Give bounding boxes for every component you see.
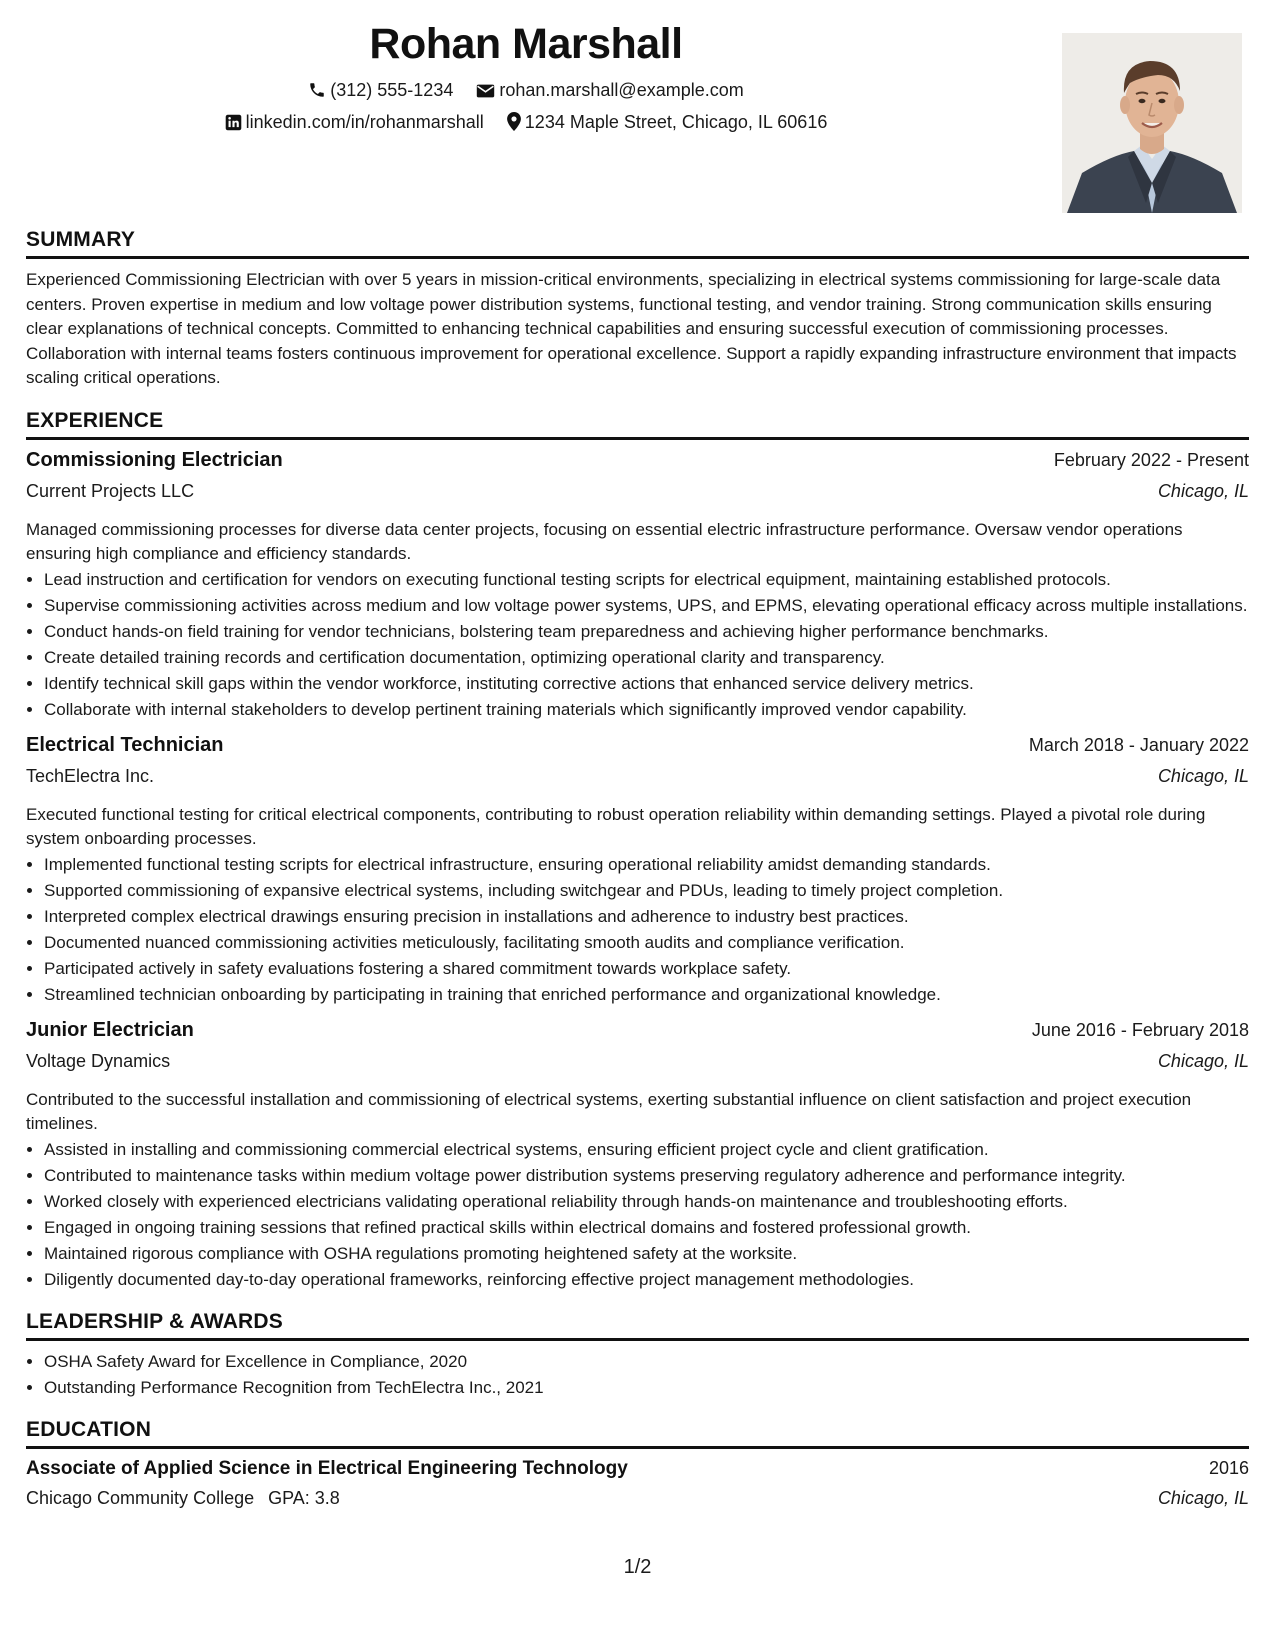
job-title-row — [26, 734, 1249, 766]
job-company-row — [26, 1051, 1249, 1084]
email-contact[interactable] — [476, 80, 743, 104]
job-dates: February 2022 - Present — [1053, 449, 1249, 470]
job-dates: March 2018 - January 2022 — [1028, 734, 1249, 755]
experience-heading: EXPERIENCE — [26, 409, 1249, 440]
list-item: • Create detailed training records and certification documentation, optimizing operational clarity and transparency. — [44, 646, 1249, 670]
linkedin-contact[interactable] — [225, 112, 484, 136]
awards-heading: LEADERSHIP & AWARDS — [26, 1310, 1249, 1341]
list-item: • Documented nuanced commissioning activities meticulously, facilitating smooth audits and compliance verification. — [44, 931, 1249, 955]
job-description: Contributed to the successful installation and commissioning of electrical systems, exerting substantial influence on client satisfaction and project execution timelines. — [26, 1089, 1192, 1133]
education-degree-row — [26, 1458, 1249, 1488]
job-title: Electrical Technician — [26, 733, 224, 756]
list-item: • Outstanding Performance Recognition from TechElectra Inc., 2021 — [44, 1376, 1249, 1400]
job-title: Junior Electrician — [26, 1018, 194, 1041]
contact-line-2 — [26, 112, 1026, 136]
list-item: • Implemented functional testing scripts for electrical infrastructure, ensuring operational reliability amidst demanding standards. — [44, 853, 1249, 877]
education-heading: EDUCATION — [26, 1418, 1249, 1449]
job-title-row — [26, 1019, 1249, 1051]
awards-section — [26, 1310, 1249, 1400]
job-company: Current Projects LLC — [26, 480, 195, 501]
gpa: GPA: 3.8 — [268, 1487, 340, 1508]
email-address[interactable]: rohan.marshall@example.com — [499, 80, 744, 100]
list-item: • Collaborate with internal stakeholders to develop pertinent training materials which significantly improved vendor capability. — [44, 698, 1249, 722]
job-bullets — [26, 568, 1249, 722]
job-dates: June 2016 - February 2018 — [1031, 1019, 1249, 1040]
envelope-icon — [476, 83, 495, 104]
list-item: • Identify technical skill gaps within the vendor workforce, instituting corrective actions that enhanced service delivery metrics. — [44, 672, 1249, 696]
contact-line-1 — [26, 80, 1026, 104]
list-item: • Contributed to maintenance tasks within medium voltage power distribution systems preserving regulatory adherence and performance integrity. — [44, 1164, 1249, 1188]
list-item: • Engaged in ongoing training sessions that refined practical skills within electrical domains and fostered professional growth. — [44, 1216, 1249, 1240]
list-item: • Worked closely with experienced electricians validating operational reliability through hands-on maintenance and troubleshooting efforts. — [44, 1190, 1249, 1214]
school-info — [26, 1488, 340, 1509]
address-contact — [507, 112, 828, 136]
list-item: • OSHA Safety Award for Excellence in Compliance, 2020 — [44, 1350, 1249, 1374]
job-title: Commissioning Electrician — [26, 448, 283, 471]
job-description: Executed functional testing for critical electrical components, contributing to robust operation reliability within demanding settings. Played a pivotal role during system onboarding processes. — [26, 804, 1206, 848]
job-bullets — [26, 1138, 1249, 1292]
phone-icon — [308, 81, 326, 104]
job-entry — [26, 449, 1249, 722]
linkedin-icon — [225, 114, 242, 136]
summary-section — [26, 228, 1249, 391]
graduation-year: 2016 — [1208, 1457, 1249, 1478]
profile-photo — [1062, 33, 1242, 213]
job-location: Chicago, IL — [1157, 1050, 1249, 1071]
experience-section — [26, 409, 1249, 1292]
resume-page — [26, 0, 1249, 1650]
education-section — [26, 1418, 1249, 1518]
page-number: 1/2 — [623, 1556, 652, 1578]
awards-list — [26, 1350, 1249, 1400]
street-address: 1234 Maple Street, Chicago, IL 60616 — [524, 112, 828, 132]
school-name: Chicago Community College — [26, 1487, 255, 1508]
linkedin-url[interactable]: linkedin.com/in/rohanmarshall — [245, 112, 484, 132]
job-entry — [26, 1019, 1249, 1292]
job-title-row — [26, 449, 1249, 481]
job-entry — [26, 734, 1249, 1007]
list-item: • Lead instruction and certification for vendors on executing functional testing scripts for electrical equipment, maintaining established protocols. — [44, 568, 1249, 592]
list-item: • Interpreted complex electrical drawings ensuring precision in installations and adherence to industry best practices. — [44, 905, 1249, 929]
education-school-row — [26, 1488, 1249, 1518]
summary-heading: SUMMARY — [26, 228, 1249, 259]
list-item: • Conduct hands-on field training for vendor technicians, bolstering team preparedness and achieving higher performance benchmarks. — [44, 620, 1249, 644]
job-company: TechElectra Inc. — [26, 765, 155, 786]
school-location: Chicago, IL — [1157, 1487, 1249, 1508]
phone-number: (312) 555-1234 — [330, 80, 454, 100]
job-company-row — [26, 481, 1249, 514]
job-bullets — [26, 853, 1249, 1007]
candidate-name: Rohan Marshall — [369, 20, 683, 68]
job-location: Chicago, IL — [1157, 765, 1249, 786]
list-item: • Diligently documented day-to-day operational frameworks, reinforcing effective project management methodologies. — [44, 1268, 1249, 1292]
resume-header — [26, 0, 1249, 228]
map-pin-icon — [507, 112, 521, 136]
job-location: Chicago, IL — [1157, 480, 1249, 501]
phone-contact — [308, 80, 453, 104]
list-item: • Supervise commissioning activities across medium and low voltage power systems, UPS, and EPMS, elevating operational efficacy across multiple installations. — [44, 594, 1249, 618]
job-company: Voltage Dynamics — [26, 1050, 171, 1071]
list-item: • Participated actively in safety evaluations fostering a shared commitment towards workplace safety. — [44, 957, 1249, 981]
list-item: • Streamlined technician onboarding by participating in training that enriched performance and organizational knowledge. — [44, 983, 1249, 1007]
list-item: • Assisted in installing and commissioning commercial electrical systems, ensuring efficient project cycle and client gratification. — [44, 1138, 1249, 1162]
job-company-row — [26, 766, 1249, 799]
list-item: • Maintained rigorous compliance with OSHA regulations promoting heightened safety at the worksite. — [44, 1242, 1249, 1266]
summary-text: Experienced Commissioning Electrician with over 5 years in mission-critical environments, specializing in electrical systems commissioning for large-scale data centers. Proven expertise in medium and low voltage power distribution systems, functional testing, and vendor training. Strong communication skills ensuring clear explanations of technical concepts. Committed to enhancing technical capabilities and ensuring successful execution of commissioning processes. Collaboration with internal teams fosters continuous improvement for operational excellence. Support a rapidly expanding infrastructure environment that impacts scaling critical operations. — [26, 270, 1237, 387]
degree-name: Associate of Applied Science in Electrical Engineering Technology — [26, 1457, 628, 1479]
job-description: Managed commissioning processes for diverse data center projects, focusing on essential electric infrastructure performance. Oversaw vendor operations ensuring high compliance and efficiency standards. — [26, 519, 1183, 563]
list-item: • Supported commissioning of expansive electrical systems, including switchgear and PDUs, leading to timely project completion. — [44, 879, 1249, 903]
